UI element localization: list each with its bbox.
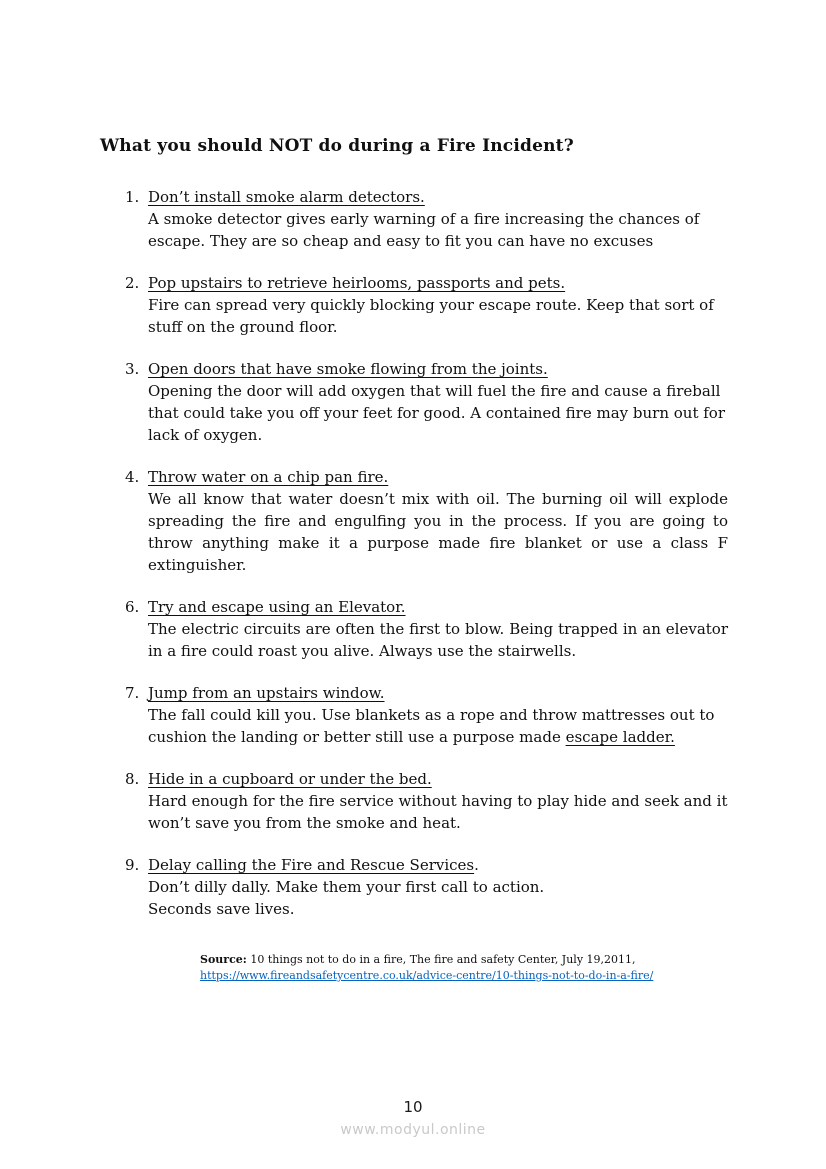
source-line xyxy=(200,952,728,968)
list-item xyxy=(125,466,728,576)
item-heading-period: . xyxy=(474,856,479,874)
item-number: 9. xyxy=(125,856,140,874)
watermark: www.modyul.online xyxy=(340,1122,486,1138)
item-number: 7. xyxy=(125,684,140,702)
item-number: 6. xyxy=(125,598,140,616)
item-body: We all know that water doesn’t mix with oil. The burning oil will explode spreading the fire and engulfing you in the process. If you are going to throw anything make it a purpose made fire blanket or use a class F extinguisher. xyxy=(148,490,728,574)
item-body: Don’t dilly dally. Make them your first call to action. xyxy=(148,878,545,896)
item-number: 1. xyxy=(125,188,140,206)
item-heading: Throw water on a chip pan fire. xyxy=(148,468,389,486)
list-item xyxy=(125,596,728,662)
item-body: The electric circuits are often the first to blow. Being trapped in an elevator in a fire could roast you alive. Always use the stairwells. xyxy=(148,620,728,660)
list-item xyxy=(125,272,728,338)
item-number: 4. xyxy=(125,468,140,486)
list-item xyxy=(125,854,728,920)
item-heading: Try and escape using an Elevator. xyxy=(148,598,406,616)
list-item xyxy=(125,186,728,252)
source-label: Source: xyxy=(200,953,247,966)
item-heading: Delay calling the Fire and Rescue Services. xyxy=(148,856,479,874)
item-body: A smoke detector gives early warning of a fire increasing the chances of escape. They are so cheap and easy to fit you can have no excuses xyxy=(148,210,700,250)
item-body-text: The fall could kill you. Use blankets as a rope and throw mattresses out to cushion the landing or better still use a purpose made xyxy=(148,706,715,746)
item-body: Opening the door will add oxygen that will fuel the fire and cause a fireball that could take you off your feet for good. A contained fire may burn out for lack of oxygen. xyxy=(148,382,726,444)
not-to-do-list xyxy=(125,186,728,920)
item-body-line2: Seconds save lives. xyxy=(148,900,295,918)
page-number: 10 xyxy=(403,1098,423,1116)
source-link[interactable]: https://www.fireandsafetycentre.co.uk/advice-centre/10-things-not-to-do-in-a-fire/ xyxy=(200,969,654,982)
list-item xyxy=(125,768,728,834)
item-body: Hard enough for the fire service without having to play hide and seek and it won’t save you from the smoke and heat. xyxy=(148,792,728,832)
list-item xyxy=(125,682,728,748)
list-item xyxy=(125,358,728,446)
item-body-underlined: escape ladder. xyxy=(565,728,675,746)
item-heading: Pop upstairs to retrieve heirlooms, passports and pets. xyxy=(148,274,566,292)
source-citation xyxy=(200,952,728,984)
item-number: 2. xyxy=(125,274,140,292)
page-title: What you should NOT do during a Fire Incident? xyxy=(100,136,574,156)
item-heading: Jump from an upstairs window. xyxy=(148,684,385,702)
source-text: 10 things not to do in a fire, The fire and safety Center, July 19,2011, xyxy=(246,953,636,966)
item-number: 3. xyxy=(125,360,140,378)
item-body: Fire can spread very quickly blocking your escape route. Keep that sort of stuff on the ground floor. xyxy=(148,296,714,336)
item-body xyxy=(148,704,728,748)
item-number: 8. xyxy=(125,770,140,788)
item-heading: Hide in a cupboard or under the bed. xyxy=(148,770,432,788)
item-heading: Don’t install smoke alarm detectors. xyxy=(148,188,425,206)
item-heading: Open doors that have smoke flowing from the joints. xyxy=(148,360,548,378)
